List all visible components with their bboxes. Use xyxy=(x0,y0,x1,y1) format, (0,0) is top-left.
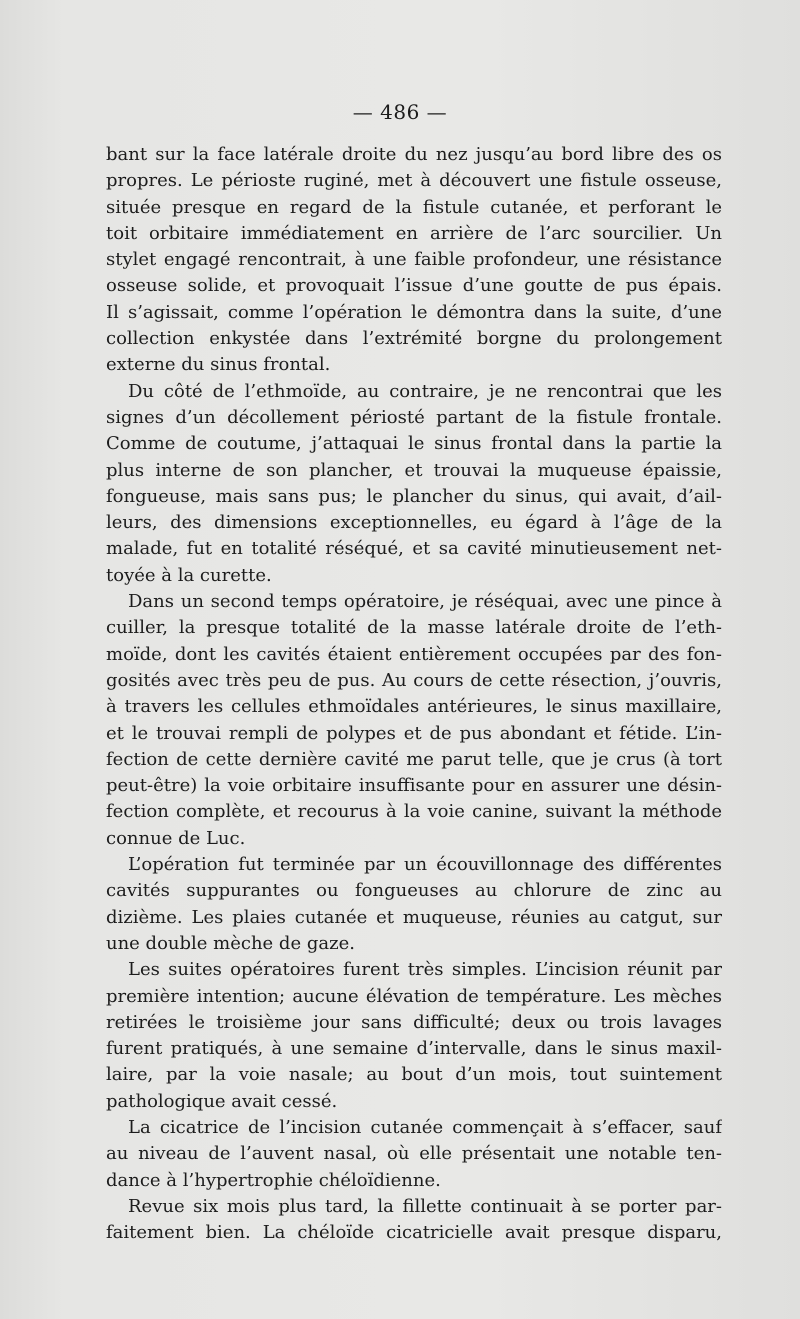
text-line: Dans un second temps opératoire, je réséquai, avec une pince à xyxy=(128,591,722,613)
text-line: dizième. Les plaies cutanée et muqueuse, réunies au catgut, sur xyxy=(106,906,722,928)
text-line: connue de Luc. xyxy=(106,827,246,849)
text-line: faitement bien. La chéloïde cicatricielle avait presque disparu, xyxy=(106,1222,722,1244)
text-line: une double mèche de gaze. xyxy=(106,932,355,954)
text-line: Les suites opératoires furent très simples. L’incision réunit par xyxy=(128,959,722,981)
text-line: leurs, des dimensions exceptionnelles, eu égard à l’âge de la xyxy=(106,512,722,534)
text-line: au niveau de l’auvent nasal, où elle présentait une notable ten- xyxy=(106,1143,722,1165)
text-line: La cicatrice de l’incision cutanée commençait à s’effacer, sauf xyxy=(128,1116,722,1138)
text-line: et le trouvai rempli de polypes et de pus abondant et fétide. L’in- xyxy=(106,722,722,744)
text-line: furent pratiqués, à une semaine d’intervalle, dans le sinus maxil- xyxy=(106,1038,722,1060)
text-line: Il s’agissait, comme l’opération le démontra dans la suite, d’une xyxy=(106,301,722,323)
paragraph xyxy=(106,1194,722,1247)
text-line: Du côté de l’ethmoïde, au contraire, je ne rencontrai que les xyxy=(128,380,722,402)
paragraph xyxy=(106,957,722,1115)
text-line: bant sur la face latérale droite du nez jusqu’au bord libre des os xyxy=(106,144,722,165)
text-line: toyée à la curette. xyxy=(106,564,272,586)
body-text xyxy=(106,142,722,1246)
paragraph xyxy=(106,852,722,957)
text-line: propres. Le périoste ruginé, met à découvert une fistule osseuse, xyxy=(106,170,722,192)
paragraph xyxy=(106,589,722,852)
text-line: moïde, dont les cavités étaient entièrement occupées par des fon- xyxy=(106,643,722,665)
paragraph xyxy=(106,1115,722,1194)
text-line: osseuse solide, et provoquait l’issue d’une goutte de pus épais. xyxy=(106,275,722,297)
text-line: Comme de coutume, j’attaquai le sinus frontal dans la partie la xyxy=(106,433,722,455)
text-line: collection enkystée dans l’extrémité borgne du prolongement xyxy=(106,328,722,350)
page-number: — 486 — xyxy=(352,100,448,124)
text-line: située presque en regard de la fistule cutanée, et perforant le xyxy=(106,196,722,218)
text-line: stylet engagé rencontrait, à une faible profondeur, une résistance xyxy=(106,249,722,271)
text-line: fection de cette dernière cavité me parut telle, que je crus (à tort xyxy=(106,748,722,770)
text-line: fongueuse, mais sans pus; le plancher du sinus, qui avait, d’ail- xyxy=(106,485,722,507)
text-line: dance à l’hypertrophie chéloïdienne. xyxy=(106,1169,441,1191)
text-line: retirées le troisième jour sans difficulté; deux ou trois lavages xyxy=(106,1011,722,1033)
text-line: pathologique avait cessé. xyxy=(106,1090,338,1112)
paragraph xyxy=(106,142,722,379)
text-line: externe du sinus frontal. xyxy=(106,354,331,376)
text-line: L’opération fut terminée par un écouvillonnage des différentes xyxy=(128,854,722,876)
text-line: cuiller, la presque totalité de la masse latérale droite de l’eth- xyxy=(106,617,722,639)
text-line: fection complète, et recourus à la voie canine, suivant la méthode xyxy=(106,801,722,823)
paragraph xyxy=(106,379,722,589)
text-line: Revue six mois plus tard, la fillette continuait à se porter par- xyxy=(128,1195,722,1217)
text-line: première intention; aucune élévation de température. Les mèches xyxy=(106,985,722,1007)
text-line: laire, par la voie nasale; au bout d’un mois, tout suintement xyxy=(106,1064,722,1086)
text-line: signes d’un décollement périosté partant de la fistule frontale. xyxy=(106,406,722,428)
text-line: peut-être) la voie orbitaire insuffisante pour en assurer une désin- xyxy=(106,775,722,797)
text-line: gosités avec très peu de pus. Au cours de cette résection, j’ouvris, xyxy=(106,669,722,691)
text-line: malade, fut en totalité réséqué, et sa cavité minutieusement net- xyxy=(106,538,722,560)
text-line: à travers les cellules ethmoïdales antérieures, le sinus maxillaire, xyxy=(106,696,722,718)
text-line: plus interne de son plancher, et trouvai la muqueuse épaissie, xyxy=(106,459,722,481)
text-line: cavités suppurantes ou fongueuses au chlorure de zinc au xyxy=(106,880,722,902)
text-line: toit orbitaire immédiatement en arrière de l’arc sourcilier. Un xyxy=(106,222,722,244)
